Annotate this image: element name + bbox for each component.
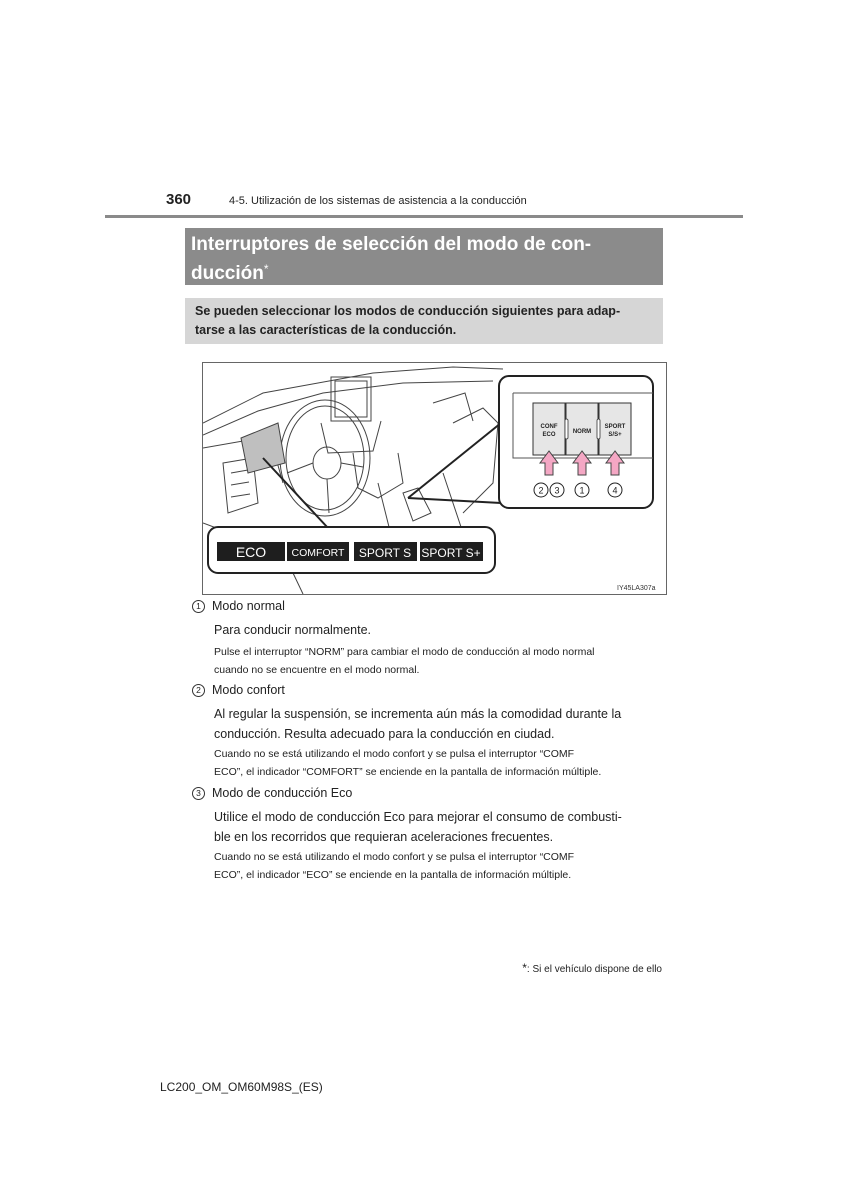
footnote-mark: * [522, 961, 527, 975]
footnote [522, 961, 662, 975]
item-3-title: Modo de conducción Eco [211, 786, 353, 800]
item-3-body-line-1: Utilice el modo de conducción Eco para mejorar el consumo de combusti- [214, 810, 622, 824]
title-line-2-text: ducción [191, 263, 264, 284]
item-1-body-line-1: Para conducir normalmente. [214, 623, 372, 637]
item-3-note-line-2: ECO”, el indicador “ECO” se enciende en la pantalla de información múltiple. [214, 869, 572, 881]
item-1-note [214, 643, 660, 679]
item-2-body [214, 705, 660, 744]
item-3-heading [192, 786, 352, 800]
section-title: 4-5. Utilización de los sistemas de asistencia a la conducción [229, 195, 527, 207]
item-3-note-line-1: Cuando no se está utilizando el modo confort y se pulsa el interruptor “COMF [214, 851, 575, 863]
item-3-body-line-2: ble en los recorridos que requieran aceleraciones frecuentes. [214, 829, 554, 844]
item-2-note-line-1: Cuando no se está utilizando el modo confort y se pulsa el interruptor “COMF [214, 748, 575, 760]
document-code: LC200_OM_OM60M98S_(ES) [160, 1080, 323, 1094]
item-2-note-line-2: ECO”, el indicador “COMFORT” se enciende en la pantalla de información múltiple. [214, 766, 602, 778]
page-number: 360 [166, 191, 192, 208]
item-1-note-line-2: cuando no se encuentre en el modo normal. [214, 664, 420, 676]
item-1-body [214, 621, 660, 641]
item-2-number: 2 [192, 684, 205, 697]
item-2-body-line-2: conducción. Resulta adecuado para la conducción en ciudad. [214, 726, 555, 741]
callout-2: 2 [538, 485, 544, 496]
figure-code: IY45LA307a [617, 585, 656, 592]
intro-line-1: Se pueden seleccionar los modos de conducción siguientes para adap- [195, 304, 621, 318]
header-rule [105, 215, 743, 218]
item-3-body [214, 808, 660, 847]
item-1-title: Modo normal [211, 599, 285, 613]
item-1-note-line-1: Pulse el interruptor “NORM” para cambiar el modo de conducción al modo normal [214, 646, 595, 658]
sport-label-1: SPORT [604, 424, 626, 430]
item-2-body-line-1: Al regular la suspensión, se incrementa aún más la comodidad durante la [214, 707, 622, 721]
intro-line-2: tarse a las características de la conducción. [195, 322, 457, 337]
sport-label-2: S/S+ [608, 432, 622, 438]
norm-label: NORM [572, 429, 592, 435]
item-2-title: Modo confort [211, 683, 285, 697]
item-2-note [214, 745, 660, 781]
footnote-text: : Si el vehículo dispone de ello [526, 964, 662, 975]
indicator-sport-s-plus-text: SPORT S+ [421, 546, 481, 560]
dashboard-illustration [203, 363, 666, 594]
indicator-comfort-text: COMFORT [291, 547, 345, 559]
callout-4: 4 [612, 485, 618, 496]
title-line-1: Interruptores de selección del modo de con- [191, 234, 592, 255]
indicator-sport-s-text: SPORT S [358, 546, 412, 560]
item-3-note [214, 848, 660, 884]
item-1-heading [192, 599, 285, 613]
page-title [185, 228, 663, 285]
item-3-number: 3 [192, 787, 205, 800]
comf-label-2: ECO [542, 432, 556, 438]
indicator-eco-text: ECO [235, 544, 267, 560]
callout-1: 1 [579, 485, 585, 496]
illustration-frame [202, 362, 667, 595]
item-1-number: 1 [192, 600, 205, 613]
comf-label-1: CONF [540, 424, 558, 430]
intro-box [185, 298, 663, 344]
callout-3: 3 [554, 485, 560, 496]
title-asterisk: * [263, 262, 269, 276]
item-2-heading [192, 683, 285, 697]
title-line-2 [191, 257, 657, 286]
